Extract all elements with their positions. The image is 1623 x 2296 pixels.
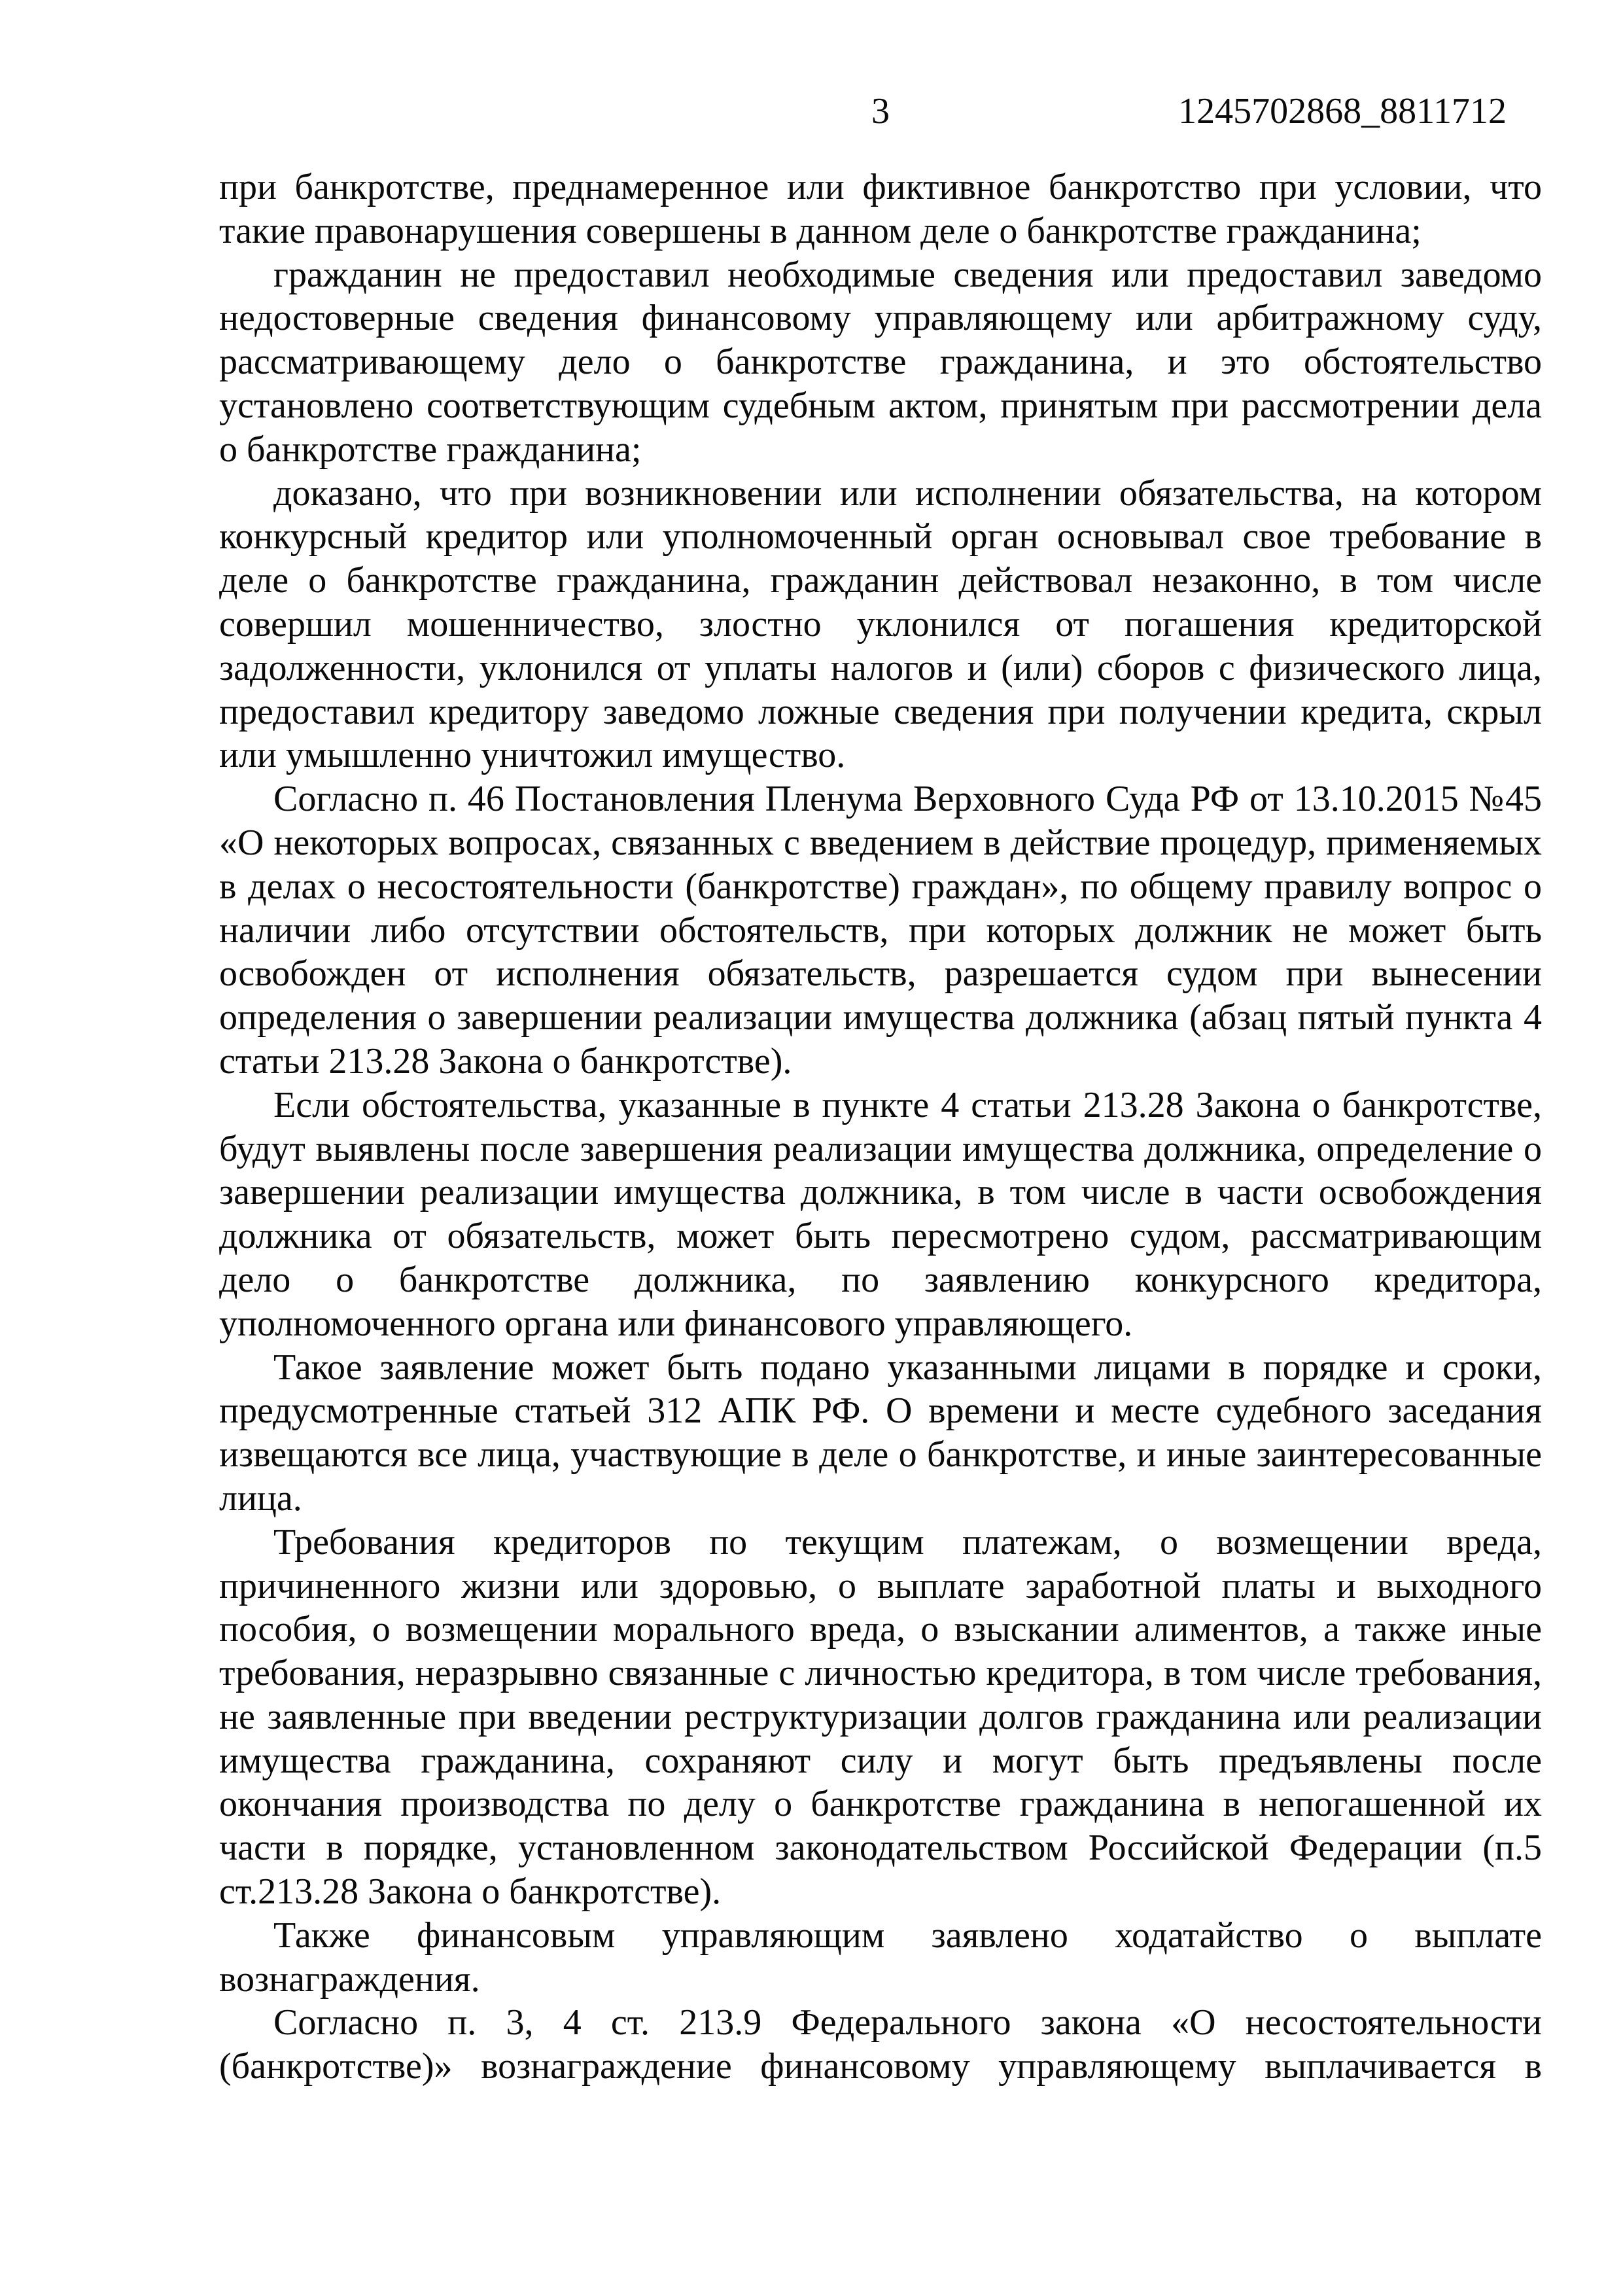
content-column xyxy=(219,0,1542,2089)
paragraph: Требования кредиторов по текущим платежам, о возмещении вреда, причиненного жизни или здоровью, о выплате заработной платы и выходного пособия, о возмещении морального вреда, о взыскании алиментов, а также иные требования, неразрывно связанные с личностью кредитора, в том числе требования, не заявленные при введении реструктуризации долгов гражданина или реализации имущества гражданина, сохраняют силу и могут быть предъявлены после окончания производства по делу о банкротстве гражданина в непогашенной их части в порядке, установленном законодательством Российской Федерации (п.5 ст.213.28 Закона о банкротстве). xyxy=(219,1521,1542,1913)
paragraph: Такое заявление может быть подано указанными лицами в порядке и сроки, предусмотренные статьей 312 АПК РФ. О времени и месте судебного заседания извещаются все лица, участвующие в деле о банкротстве, и иные заинтересованные лица. xyxy=(219,1347,1542,1519)
paragraph: Согласно п. 46 Постановления Пленума Верховного Суда РФ от 13.10.2015 №45 «О некоторых вопросах, связанных с введением в действие процедур, применяемых в делах о несостоятельности (банкротстве) граждан», по общему правилу вопрос о наличии либо отсутствии обстоятельств, при которых должник не может быть освобожден от исполнения обязательств, разрешается судом при вынесении определения о завершении реализации имущества должника (абзац пятый пункта 4 статьи 213.28 Закона о банкротстве). xyxy=(219,779,1542,1082)
paragraph: гражданин не предоставил необходимые сведения или предоставил заведомо недостоверные сведения финансовому управляющему или арбитражному суду, рассматривающему дело о банкротстве гражданина, и это обстоятельство установлено соответствующим судебным актом, принятым при рассмотрении дела о банкротстве гражданина; xyxy=(219,254,1542,470)
document-body xyxy=(219,166,1542,2089)
paragraph: Если обстоятельства, указанные в пункте 4 статьи 213.28 Закона о банкротстве, будут выявлены после завершения реализации имущества должника, определение о завершении реализации имущества должника, в том числе в части освобождения должника от обязательств, может быть пересмотрено судом, рассматривающим дело о банкротстве должника, по заявлению конкурсного кредитора, уполномоченного органа или финансового управляющего. xyxy=(219,1084,1542,1344)
page-number: 3 xyxy=(871,91,890,132)
paragraph: Также финансовым управляющим заявлено ходатайство о выплате вознаграждения. xyxy=(219,1915,1542,2000)
document-id: 1245702868_8811712 xyxy=(1178,91,1507,132)
paragraph: Согласно п. 3, 4 ст. 213.9 Федерального закона «О несостоятельности (банкротстве)» вознаграждение финансовому управляющему выплачивается в xyxy=(219,2002,1542,2087)
paragraph: при банкротстве, преднамеренное или фиктивное банкротство при условии, что такие правонарушения совершены в данном деле о банкротстве гражданина; xyxy=(219,167,1542,251)
paragraph: доказано, что при возникновении или исполнении обязательства, на котором конкурсный кредитор или уполномоченный орган основывал свое требование в деле о банкротстве гражданина, гражданин действовал незаконно, в том числе совершил мошенничество, злостно уклонился от погашения кредиторской задолженности, уклонился от уплаты налогов и (или) сборов с физического лица, предоставил кредитору заведомо ложные сведения при получении кредита, скрыл или умышленно уничтожил имущество. xyxy=(219,472,1542,776)
